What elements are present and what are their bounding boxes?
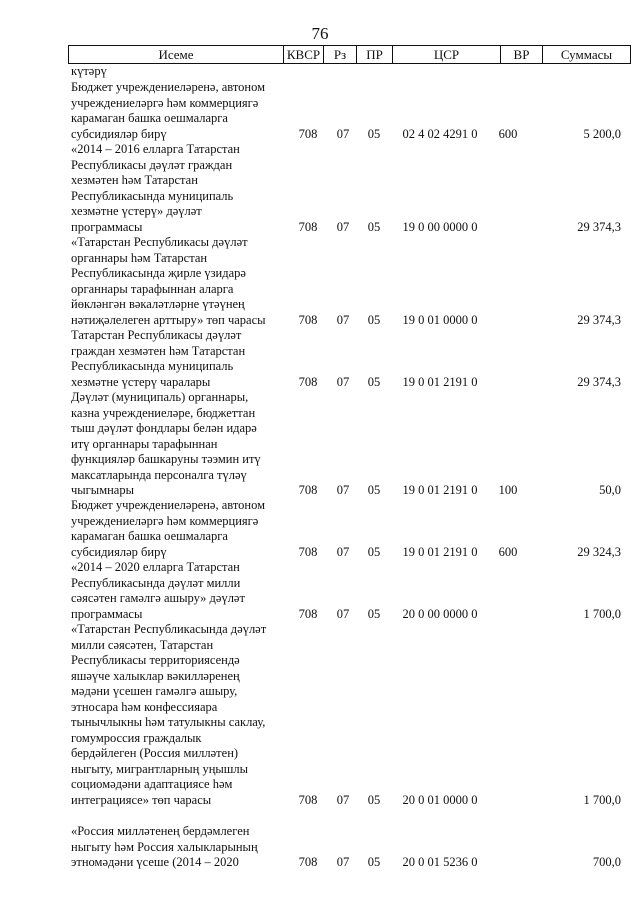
cell-csr: 19 0 00 0000 0 <box>402 219 478 234</box>
row-name <box>71 824 277 871</box>
cell-sum: 29 374,3 <box>577 374 621 389</box>
row-name-line: тыш дәүләт фондлары белән идарә <box>71 421 257 435</box>
cell-csr: 02 4 02 4291 0 <box>402 126 478 141</box>
page-number: 76 <box>311 24 329 43</box>
cell-vr: 600 <box>498 126 518 141</box>
row-name-line: Республикасы дәүләт граждан <box>71 157 233 172</box>
row-name-line: граждан хезмәтен һәм Татарстан <box>71 343 246 358</box>
column-header-csr: ЦСР <box>392 46 500 63</box>
row-name-line: максатларында персоналга түләү <box>71 467 247 482</box>
cell-kvsr: 708 <box>298 312 318 327</box>
cell-csr: 19 0 01 0000 0 <box>402 312 478 327</box>
cell-sum: 1 700,0 <box>583 606 621 621</box>
cell-pr: 05 <box>367 374 381 389</box>
cell-rz: 07 <box>336 483 350 497</box>
row-name-line: программасы <box>71 606 143 621</box>
row-name-line: милли сәясәтен, Татарстан <box>71 637 214 652</box>
row-name-line: Республикасы территориясендә <box>71 653 240 667</box>
row-name-line: ныгыту һәм Россия халыкларының <box>71 839 258 854</box>
row-name-line: йөкләнгән вәкаләтләрне үтәүнең <box>71 297 245 311</box>
column-header-pr: ПР <box>356 46 392 63</box>
row-name-line: Республикасында дәүләт милли <box>71 575 241 590</box>
row-name-line: казна учреждениеләре, бюджеттан <box>71 405 256 420</box>
row-name-line: Республикасында муниципаль <box>71 359 234 373</box>
row-name-line: хезмәтне үстерү» дәүләт <box>71 204 202 218</box>
cell-sum: 1 700,0 <box>583 792 621 807</box>
cell-csr: 19 0 01 2191 0 <box>402 544 478 559</box>
cell-csr: 19 0 01 2191 0 <box>402 483 478 497</box>
cell-kvsr: 708 <box>298 544 318 559</box>
row-name-line: органнары һәм Татарстан <box>71 250 208 265</box>
row-name-line: субсидияләр бирү <box>71 126 167 141</box>
cell-pr: 05 <box>367 606 381 621</box>
cell-csr: 20 0 01 0000 0 <box>402 792 478 807</box>
cell-kvsr: 708 <box>298 483 318 497</box>
row-name-line: итү органнары тарафыннан <box>71 436 218 451</box>
row-name-line: хезмәтен һәм Татарстан <box>71 173 198 187</box>
cell-csr: 20 0 00 0000 0 <box>402 606 478 621</box>
cell-sum: 50,0 <box>599 483 621 497</box>
row-name <box>71 560 277 622</box>
row-name-line: социомәдәни адаптациясе һәм <box>71 777 233 791</box>
cell-kvsr: 708 <box>298 219 318 234</box>
row-name-line: нәтиҗәлелеген арттыру» төп чарасы <box>71 312 266 327</box>
cell-pr: 05 <box>367 792 381 807</box>
row-name-line: «Татарстан Республикасы дәүләт <box>71 235 248 249</box>
row-name <box>71 235 277 328</box>
cell-pr: 05 <box>367 219 381 234</box>
row-name-line: «2014 – 2016 елларга Татарстан <box>71 142 240 156</box>
cell-kvsr: 708 <box>298 126 318 141</box>
cell-sum: 29 374,3 <box>577 219 621 234</box>
row-name-line: интеграциясе» төп чарасы <box>71 792 212 807</box>
cell-rz: 07 <box>336 792 350 807</box>
cell-vr: 100 <box>498 483 518 497</box>
row-name-line: Республикасында муниципаль <box>71 188 234 203</box>
cell-kvsr: 708 <box>298 792 318 807</box>
row-name-line: Бюджет учреждениеләренә, автоном <box>71 80 266 94</box>
cell-kvsr: 708 <box>298 606 318 621</box>
row-name-line: учреждениеләргә һәм коммерциягә <box>71 95 259 110</box>
row-name <box>71 80 277 142</box>
cell-pr: 05 <box>367 126 381 141</box>
cell-csr: 19 0 01 2191 0 <box>402 374 478 389</box>
row-name-line: программасы <box>71 219 143 234</box>
row-name <box>71 622 277 808</box>
row-name-line: күтәрү <box>71 64 107 78</box>
row-name-line: органнары тарафыннан аларга <box>71 281 234 296</box>
column-header-rz: Рз <box>323 46 356 63</box>
row-name <box>71 64 277 80</box>
cell-rz: 07 <box>336 374 350 389</box>
row-name-line: учреждениеләргә һәм коммерциягә <box>71 513 259 528</box>
cell-sum: 29 324,3 <box>577 544 621 559</box>
row-name-line: гомумроссия граждалык <box>71 730 202 745</box>
row-name-line: чыгымнары <box>71 483 135 497</box>
cell-pr: 05 <box>367 544 381 559</box>
cell-sum: 5 200,0 <box>583 126 621 141</box>
cell-kvsr: 708 <box>298 855 318 869</box>
row-name <box>71 328 277 390</box>
cell-vr: 600 <box>498 544 518 559</box>
row-name <box>71 390 277 499</box>
cell-rz: 07 <box>336 312 350 327</box>
cell-pr: 05 <box>367 483 381 497</box>
row-name-line: этносара һәм конфессияара <box>71 699 218 714</box>
row-name-line: хезмәтне үстерү чаралары <box>71 374 211 389</box>
row-name-line: карамаган башка оешмаларга <box>71 529 228 543</box>
table-header <box>68 45 631 64</box>
row-name <box>71 142 277 235</box>
cell-sum: 700,0 <box>592 855 621 869</box>
cell-rz: 07 <box>336 544 350 559</box>
row-name-line: «2014 – 2020 елларга Татарстан <box>71 560 240 574</box>
row-name-line: «Татарстан Республикасында дәүләт <box>71 622 267 636</box>
cell-pr: 05 <box>367 312 381 327</box>
row-name-line: Республикасында җирле үзидарә <box>71 266 246 280</box>
row-name <box>71 498 277 560</box>
cell-rz: 07 <box>336 219 350 234</box>
row-name-line: этномәдәни үсеше (2014 – 2020 <box>71 855 239 869</box>
row-name-line: Татарстан Республикасы дәүләт <box>71 328 242 342</box>
cell-rz: 07 <box>336 855 350 869</box>
cell-rz: 07 <box>336 606 350 621</box>
row-name-line: Дәүләт (муниципаль) органнары, <box>71 390 249 404</box>
cell-sum: 29 374,3 <box>577 312 621 327</box>
row-name-line: бердәйлеген (Россия милләтен) <box>71 746 239 760</box>
column-header-sum: Суммасы <box>542 46 630 63</box>
cell-pr: 05 <box>367 855 381 869</box>
row-name-line: субсидияләр бирү <box>71 544 167 559</box>
row-name-line: карамаган башка оешмаларга <box>71 111 228 125</box>
column-header-name: Исеме <box>158 47 194 62</box>
row-name-line: сәясәтен гамәлгә ашыру» дәүләт <box>71 591 245 605</box>
row-name-line: мәдәни үсешен гамәлгә ашыру, <box>71 684 238 698</box>
row-name-line: Бюджет учреждениеләренә, автоном <box>71 498 266 512</box>
cell-rz: 07 <box>336 126 350 141</box>
row-name-line: тынычлыкны һәм татулыкны саклау, <box>71 715 266 729</box>
row-name-line: яшәүче халыклар вәкилләренең <box>71 668 240 683</box>
column-header-kvsr: КВСР <box>283 46 323 63</box>
row-name-line: «Россия милләтенең бердәмлеген <box>71 824 250 838</box>
row-name-line: ныгыту, мигрантларның уңышлы <box>71 761 249 776</box>
column-header-vr: ВР <box>500 46 542 63</box>
cell-kvsr: 708 <box>298 374 318 389</box>
cell-csr: 20 0 01 5236 0 <box>402 855 478 869</box>
row-name-line: функцияләр башкаруны тәэмин итү <box>71 452 261 466</box>
